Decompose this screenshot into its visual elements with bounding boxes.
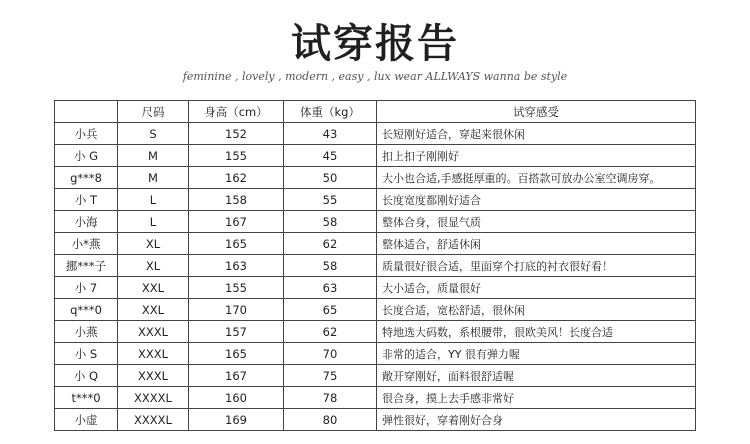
cell-weight: 58 [284, 255, 377, 277]
cell-weight: 58 [284, 211, 377, 233]
cell-height: 170 [189, 299, 284, 321]
cell-height: 152 [189, 123, 284, 145]
cell-size: XXXXL [118, 409, 189, 431]
table-header-row [55, 101, 696, 123]
table-row [55, 167, 696, 189]
cell-feedback: 整体合身，很显气质 [377, 211, 696, 233]
cell-height: 160 [189, 387, 284, 409]
cell-name: 小海 [55, 211, 118, 233]
cell-weight: 78 [284, 387, 377, 409]
cell-feedback: 长度宽度都刚好适合 [377, 189, 696, 211]
header-height: 身高（cm） [189, 101, 284, 123]
cell-height: 155 [189, 277, 284, 299]
cell-height: 165 [189, 343, 284, 365]
page-title: 试穿报告 [291, 21, 459, 67]
table-row [55, 299, 696, 321]
header-size: 尺码 [118, 101, 189, 123]
table-row [55, 321, 696, 343]
cell-feedback: 特地选大码数，系根腰带，很欧美风！长度合适 [377, 321, 696, 343]
cell-weight: 43 [284, 123, 377, 145]
cell-name: q***0 [55, 299, 118, 321]
cell-name: 小燕 [55, 321, 118, 343]
table-row [55, 277, 696, 299]
header-weight: 体重（kg） [284, 101, 377, 123]
cell-height: 165 [189, 233, 284, 255]
cell-name: 小虚 [55, 409, 118, 431]
cell-feedback: 长短刚好适合，穿起来很休闲 [377, 123, 696, 145]
cell-size: XXL [118, 299, 189, 321]
cell-name: 小 T [55, 189, 118, 211]
cell-size: XXXL [118, 321, 189, 343]
cell-size: XXL [118, 277, 189, 299]
cell-name: 挪***子 [55, 255, 118, 277]
cell-feedback: 非常的适合，YY 很有弹力喔 [377, 343, 696, 365]
cell-feedback: 弹性很好，穿着刚好合身 [377, 409, 696, 431]
cell-size: XXXXL [118, 387, 189, 409]
cell-weight: 62 [284, 321, 377, 343]
cell-size: M [118, 167, 189, 189]
cell-weight: 70 [284, 343, 377, 365]
cell-feedback: 长度合适，宽松舒适，很休闲 [377, 299, 696, 321]
cell-name: 小 G [55, 145, 118, 167]
header-feedback: 试穿感受 [377, 101, 696, 123]
cell-feedback: 扣上扣子刚刚好 [377, 145, 696, 167]
cell-weight: 75 [284, 365, 377, 387]
cell-weight: 55 [284, 189, 377, 211]
cell-height: 158 [189, 189, 284, 211]
cell-weight: 45 [284, 145, 377, 167]
cell-size: L [118, 211, 189, 233]
table-body [55, 123, 696, 431]
cell-name: t***0 [55, 387, 118, 409]
cell-weight: 50 [284, 167, 377, 189]
cell-height: 162 [189, 167, 284, 189]
cell-size: S [118, 123, 189, 145]
cell-name: 小 7 [55, 277, 118, 299]
cell-feedback: 很合身，摸上去手感非常好 [377, 387, 696, 409]
cell-feedback: 大小适合，质量很好 [377, 277, 696, 299]
cell-size: XXXL [118, 365, 189, 387]
cell-size: XL [118, 255, 189, 277]
table-row [55, 233, 696, 255]
cell-feedback: 整体适合，舒适休闲 [377, 233, 696, 255]
cell-weight: 80 [284, 409, 377, 431]
table-row [55, 255, 696, 277]
cell-size: XXXL [118, 343, 189, 365]
header-name [55, 101, 118, 123]
cell-name: 小*燕 [55, 233, 118, 255]
cell-name: 小兵 [55, 123, 118, 145]
cell-size: M [118, 145, 189, 167]
table-row [55, 343, 696, 365]
cell-feedback: 敞开穿刚好，面料很舒适喔 [377, 365, 696, 387]
cell-size: L [118, 189, 189, 211]
cell-height: 163 [189, 255, 284, 277]
cell-feedback: 大小也合适,手感挺厚重的。百搭款可放办公室空调房穿。 [377, 167, 696, 189]
cell-height: 167 [189, 211, 284, 233]
cell-weight: 65 [284, 299, 377, 321]
cell-height: 169 [189, 409, 284, 431]
table-row [55, 211, 696, 233]
fitting-report-table [54, 100, 696, 431]
cell-name: 小 S [55, 343, 118, 365]
table-row [55, 145, 696, 167]
cell-feedback: 质量很好很合适，里面穿个打底的衬衣很好看！ [377, 255, 696, 277]
cell-height: 167 [189, 365, 284, 387]
table-row [55, 409, 696, 431]
cell-height: 155 [189, 145, 284, 167]
table-row [55, 387, 696, 409]
table-row [55, 365, 696, 387]
cell-height: 157 [189, 321, 284, 343]
cell-weight: 62 [284, 233, 377, 255]
table-row [55, 123, 696, 145]
page-subtitle: feminine , lovely , modern , easy , lux wear ALLWAYS wanna be style [182, 70, 568, 83]
cell-size: XL [118, 233, 189, 255]
cell-name: g***8 [55, 167, 118, 189]
cell-weight: 63 [284, 277, 377, 299]
cell-name: 小 Q [55, 365, 118, 387]
table-row [55, 189, 696, 211]
